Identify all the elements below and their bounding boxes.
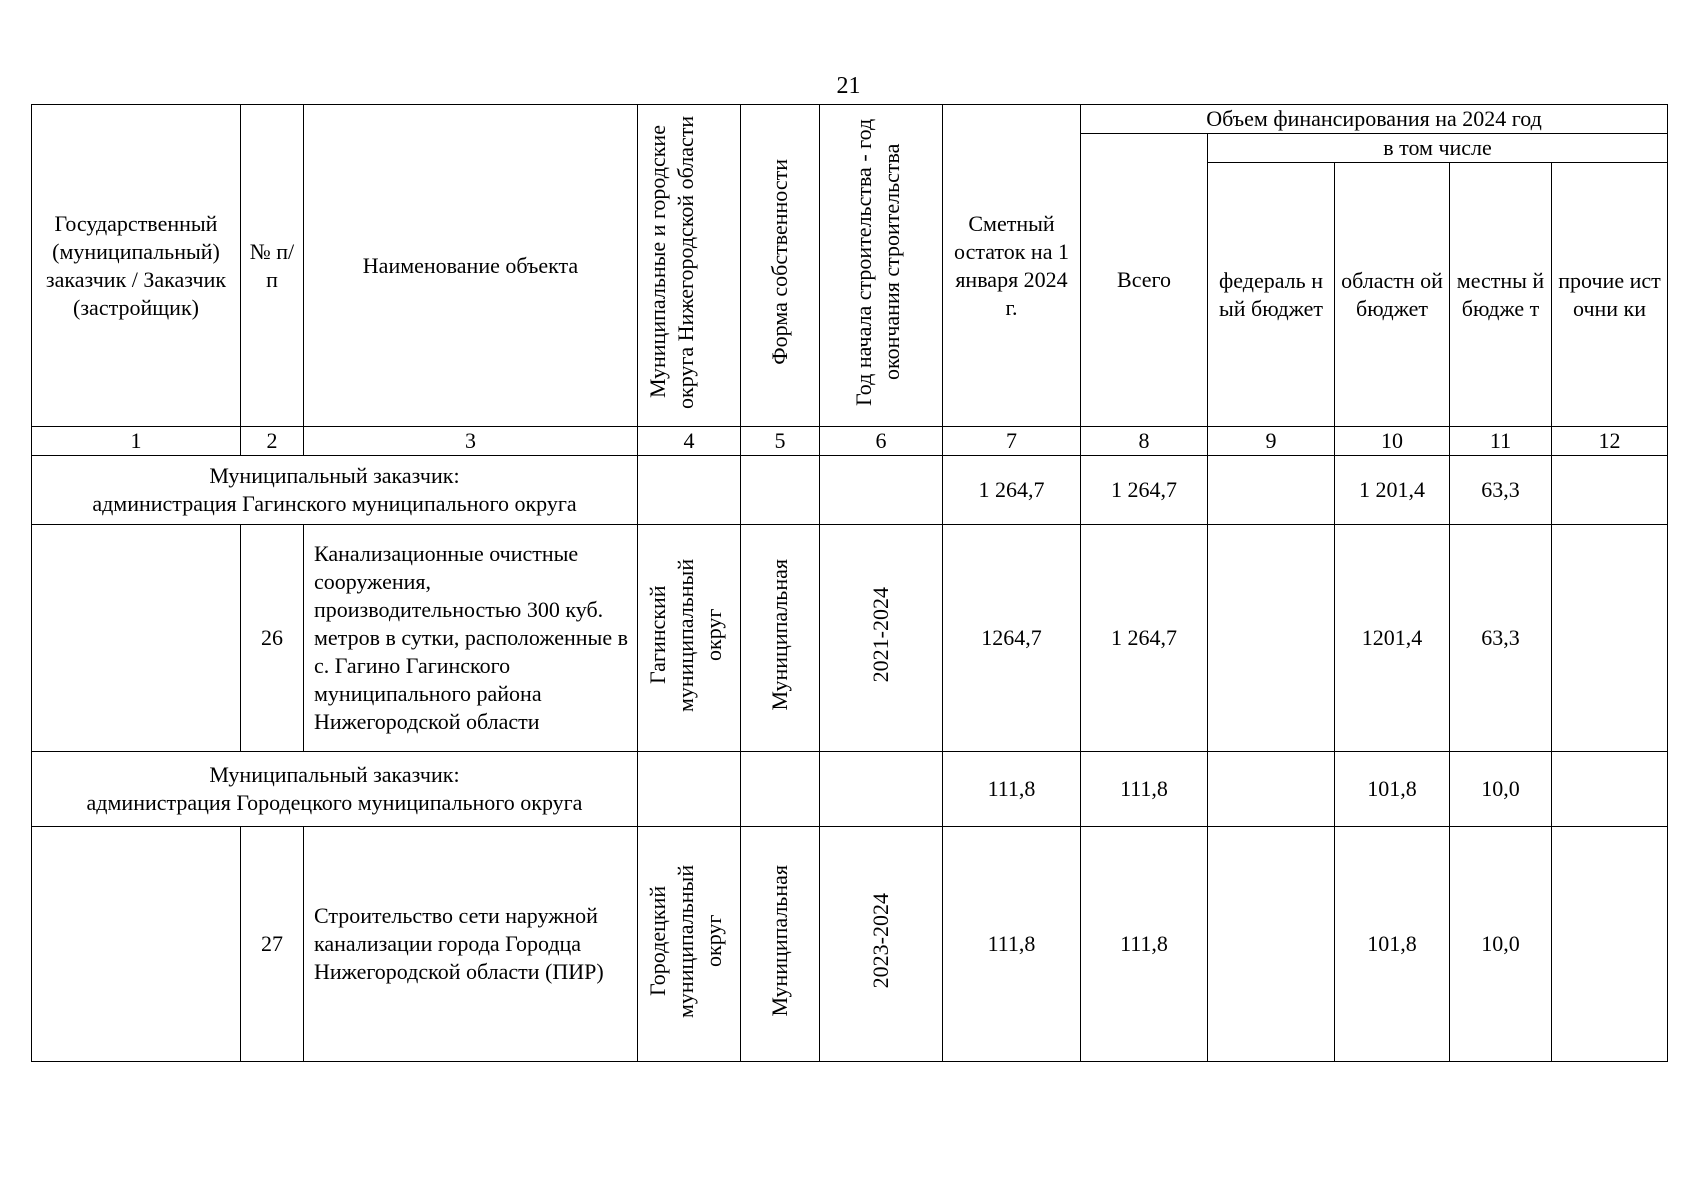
object-name: Строительство сети наружной канализации города Городца Нижегородской области (ПИР) [304, 827, 638, 1062]
column-number: 3 [304, 427, 638, 456]
financing-table [31, 104, 1668, 1062]
header-municipalities [638, 105, 741, 427]
header-financing-title: Объем финансирования на 2024 год [1081, 105, 1668, 134]
customer-label: Муниципальный заказчик: [209, 463, 460, 488]
object-ownership-text: Муниципальная [767, 558, 792, 711]
customer-years-cell [820, 456, 943, 525]
customer-regional: 1 201,4 [1335, 456, 1450, 525]
column-number: 5 [741, 427, 820, 456]
customer-name [32, 752, 638, 827]
column-number: 1 [32, 427, 241, 456]
column-number: 4 [638, 427, 741, 456]
column-number: 8 [1081, 427, 1208, 456]
object-other [1552, 525, 1668, 752]
customer-ownership-cell [741, 456, 820, 525]
header-years-text: Год начала строительства - год окончания строительства [851, 118, 904, 406]
object-years-text: 2021-2024 [868, 586, 893, 683]
object-municipality-text: Городецкий муниципальный округ [645, 863, 726, 1018]
customer-local: 10,0 [1450, 752, 1552, 827]
object-estimate: 1264,7 [943, 525, 1081, 752]
customer-estimate: 111,8 [943, 752, 1081, 827]
header-total: Всего [1081, 134, 1208, 427]
header-other: прочие источни ки [1552, 163, 1668, 427]
header-federal: федераль ный бюджет [1208, 163, 1335, 427]
header-estimate-balance: Сметный остаток на 1 января 2024 г. [943, 105, 1081, 427]
column-number: 7 [943, 427, 1081, 456]
object-federal [1208, 525, 1335, 752]
object-regional: 1201,4 [1335, 525, 1450, 752]
customer-local: 63,3 [1450, 456, 1552, 525]
object-row [32, 525, 1668, 752]
column-number: 12 [1552, 427, 1668, 456]
object-local: 63,3 [1450, 525, 1552, 752]
customer-federal [1208, 456, 1335, 525]
header-ownership [741, 105, 820, 427]
object-ownership-text: Муниципальная [767, 864, 792, 1017]
customer-ownership-cell [741, 752, 820, 827]
header-regional: областн ой бюджет [1335, 163, 1450, 427]
customer-total: 111,8 [1081, 752, 1208, 827]
customer-estimate: 1 264,7 [943, 456, 1081, 525]
column-number: 10 [1335, 427, 1450, 456]
customer-row [32, 752, 1668, 827]
object-customer-cell [32, 827, 241, 1062]
customer-years-cell [820, 752, 943, 827]
object-number: 26 [241, 525, 304, 752]
column-number: 11 [1450, 427, 1552, 456]
column-number: 6 [820, 427, 943, 456]
customer-other [1552, 752, 1668, 827]
header-customer: Государственный (муниципальный) заказчик / Заказчик (застройщик) [32, 105, 241, 427]
object-total: 1 264,7 [1081, 525, 1208, 752]
object-municipality-text: Гагинский муниципальный округ [645, 557, 726, 712]
customer-organization: администрация Гагинского муниципального округа [92, 491, 577, 516]
object-customer-cell [32, 525, 241, 752]
customer-organization: администрация Городецкого муниципального округа [86, 790, 583, 815]
object-years [820, 525, 943, 752]
object-total: 111,8 [1081, 827, 1208, 1062]
object-years-text: 2023-2024 [868, 892, 893, 989]
customer-total: 1 264,7 [1081, 456, 1208, 525]
customer-label: Муниципальный заказчик: [209, 762, 460, 787]
object-estimate: 111,8 [943, 827, 1081, 1062]
object-ownership [741, 827, 820, 1062]
object-ownership [741, 525, 820, 752]
object-row [32, 827, 1668, 1062]
page-number: 21 [836, 73, 861, 99]
object-other [1552, 827, 1668, 1062]
header-ownership-text: Форма собственности [767, 159, 792, 365]
header-years [820, 105, 943, 427]
customer-municipality-cell [638, 752, 741, 827]
column-number: 9 [1208, 427, 1335, 456]
header-local: местны й бюдже т [1450, 163, 1552, 427]
object-number: 27 [241, 827, 304, 1062]
object-municipality [638, 827, 741, 1062]
customer-regional: 101,8 [1335, 752, 1450, 827]
column-number: 2 [241, 427, 304, 456]
object-federal [1208, 827, 1335, 1062]
object-name: Канализационные очистные сооружения, производительностью 300 куб. метров в сутки, расположенные в с. Гагино Гагинского муниципального района Нижегородской области [304, 525, 638, 752]
header-municipalities-text: Муниципальные и городские округа Нижегородской области [645, 115, 698, 409]
header-object-name: Наименование объекта [304, 105, 638, 427]
column-numbers-row [32, 427, 1668, 456]
object-regional: 101,8 [1335, 827, 1450, 1062]
customer-municipality-cell [638, 456, 741, 525]
customer-row [32, 456, 1668, 525]
header-number: № п/п [241, 105, 304, 427]
object-years [820, 827, 943, 1062]
header-including: в том числе [1208, 134, 1668, 163]
object-local: 10,0 [1450, 827, 1552, 1062]
customer-other [1552, 456, 1668, 525]
customer-federal [1208, 752, 1335, 827]
object-municipality [638, 525, 741, 752]
customer-name [32, 456, 638, 525]
